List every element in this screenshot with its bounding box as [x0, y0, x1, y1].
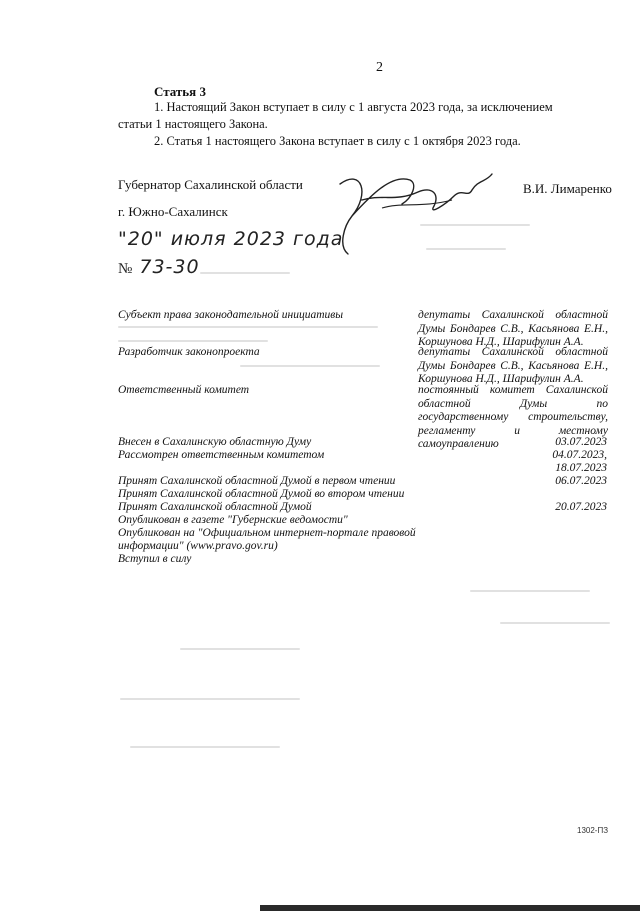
second-reading-label: Принят Сахалинской областной Думой во втором чтении	[118, 488, 405, 500]
article-paragraph-2: 2. Статья 1 настоящего Закона вступает в силу с 1 октября 2023 года.	[154, 134, 521, 148]
scan-edge	[260, 905, 640, 911]
handwritten-signature	[322, 164, 502, 256]
reviewed-date-1: 04.07.2023,	[552, 449, 607, 461]
article-title: Статья 3	[154, 84, 206, 99]
developer-value: депутаты Сахалинской областной Думы Бондарев С.В., Касьянова Е.Н., Коршунова Н.Д., Шарифулин А.А.	[418, 346, 608, 385]
page-number: 2	[376, 60, 383, 75]
developer-label: Разработчик законопроекта	[118, 346, 260, 358]
first-reading-label: Принят Сахалинской областной Думой в первом чтении	[118, 475, 396, 487]
introduced-label: Внесен в Сахалинскую областную Думу	[118, 436, 312, 448]
law-number-value: 73-30	[139, 256, 200, 278]
subject-label: Субъект права законодательной инициативы	[118, 309, 344, 321]
first-reading-date: 06.07.2023	[555, 475, 607, 487]
subject-value: депутаты Сахалинской областной Думы Бондарев С.В., Касьянова Е.Н., Коршунова Н.Д., Шарифулин А.А.	[418, 309, 608, 348]
in-force-label: Вступил в силу	[118, 553, 192, 565]
governor-name: В.И. Лимаренко	[523, 181, 612, 196]
committee-value: постоянный комитет Сахалинской областной Думы по государственному строительству, регламенту и местному самоуправлению	[418, 384, 608, 450]
published-newspaper-label: Опубликован в газете "Губернские ведомости"	[118, 514, 348, 526]
reviewed-date-2: 18.07.2023	[555, 462, 607, 474]
reviewed-label: Рассмотрен ответственным комитетом	[118, 449, 325, 461]
adopted-label: Принят Сахалинской областной Думой	[118, 501, 312, 513]
law-number	[118, 256, 200, 278]
published-portal-label-2: информации" (www.pravo.gov.ru)	[118, 540, 278, 552]
committee-label: Ответственный комитет	[118, 384, 250, 396]
number-sign: №	[118, 261, 133, 277]
document-code: 1302-ПЗ	[577, 826, 609, 835]
adopted-date: 20.07.2023	[555, 501, 607, 513]
article-paragraph-1-continuation: статьи 1 настоящего Закона.	[118, 117, 268, 131]
published-portal-label-1: Опубликован на "Официальном интернет-портале правовой	[118, 527, 416, 539]
city-name: г. Южно-Сахалинск	[118, 204, 228, 219]
handwritten-date: "20" июля 2023 года	[118, 228, 344, 250]
article-paragraph-1: 1. Настоящий Закон вступает в силу с 1 августа 2023 года, за исключением	[154, 100, 553, 114]
introduced-date: 03.07.2023	[555, 436, 607, 448]
governor-title: Губернатор Сахалинской области	[118, 177, 303, 192]
